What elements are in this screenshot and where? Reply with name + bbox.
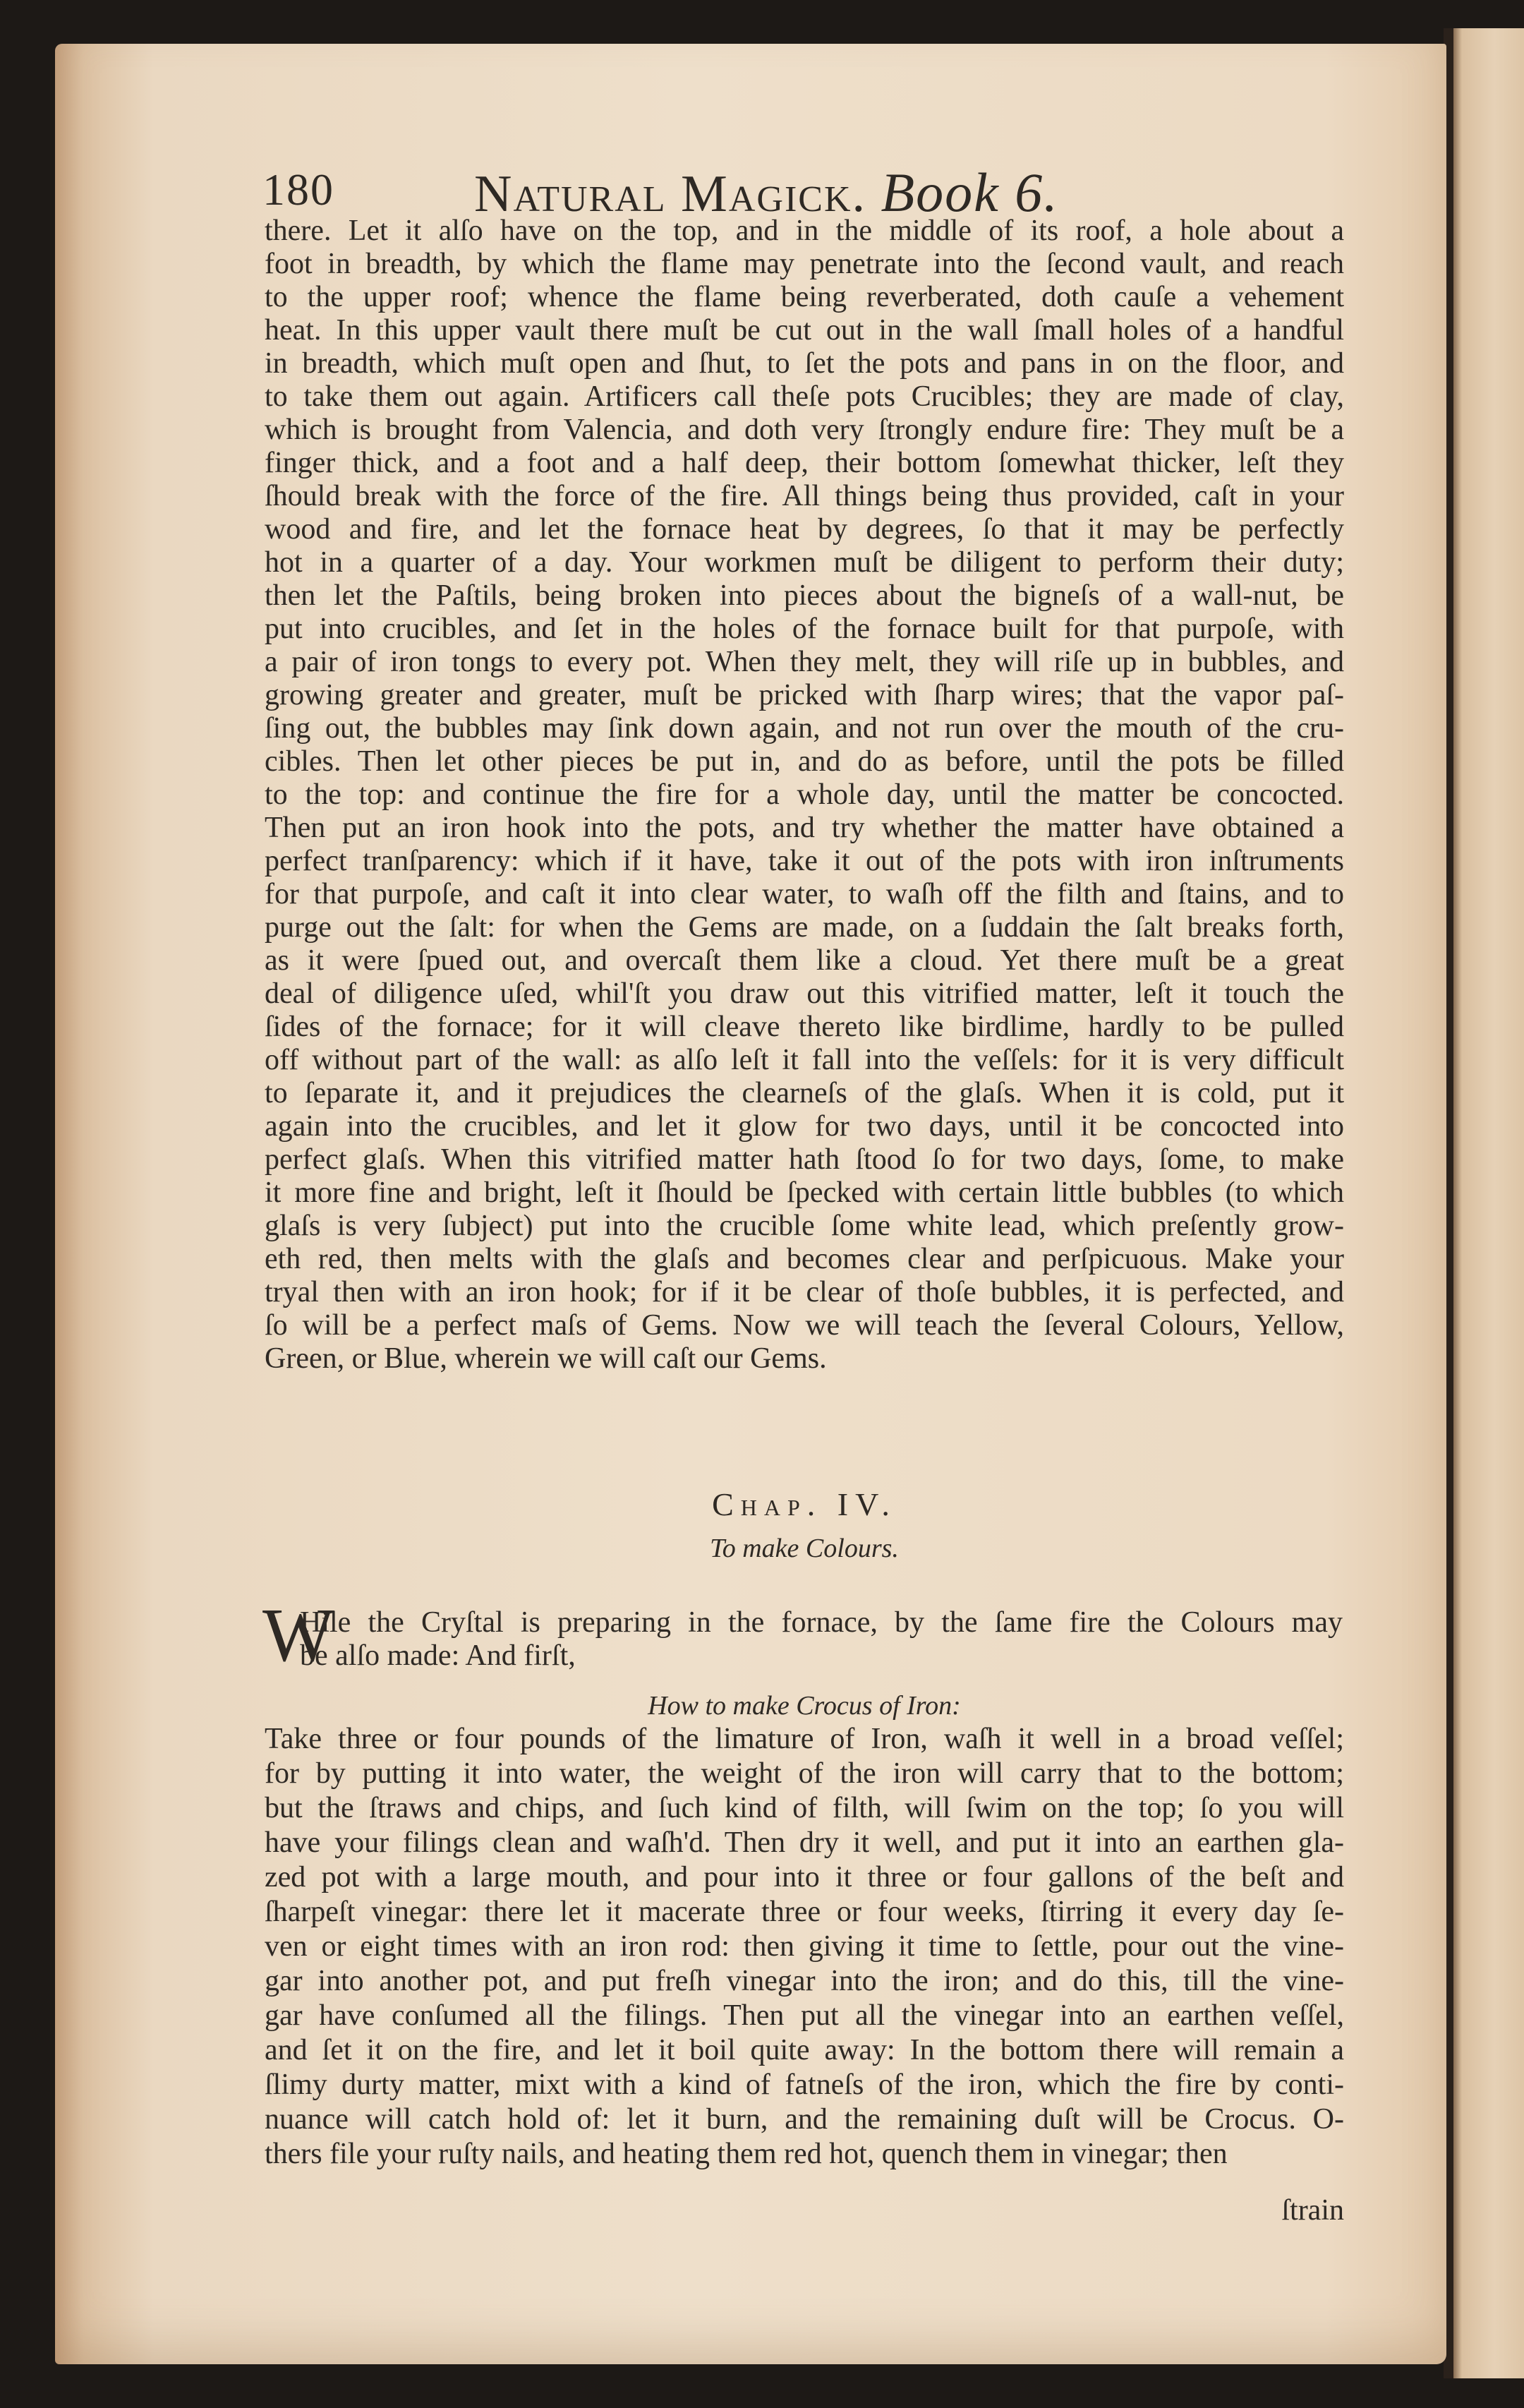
text-line: perfect glaſs. When this vitrified matter hath ſtood ſo for two days, ſome, to make	[265, 1143, 1344, 1176]
text-line: growing greater and greater, muſt be pricked with ſharp wires; that the vapor paſ-	[265, 679, 1344, 711]
text-line: heat. In this upper vault there muſt be cut out in the wall ſmall holes of a handful	[265, 314, 1344, 347]
text-line: tryal then with an iron hook; for if it be clear of thoſe bubbles, it is perfected, and	[265, 1276, 1344, 1308]
text-line: in breadth, which muſt open and ſhut, to ſet the pots and pans in on the floor, and	[265, 347, 1344, 380]
chapter-heading: Chap. IV.	[712, 1486, 897, 1522]
paragraph-3	[265, 1722, 1344, 2172]
text-line: be alſo made: And firſt,	[300, 1639, 576, 1672]
text-line: and ſet it on the fire, and let it boil quite away: In the bottom there will remain a	[265, 2034, 1344, 2066]
text-line: there. Let it alſo have on the top, and in the middle of its roof, a hole about a	[265, 215, 1344, 247]
text-line: ſhould break with the force of the fire. All things being thus provided, caſt in your	[265, 480, 1344, 512]
facing-page-edge	[1452, 28, 1524, 2378]
text-line: gar have conſumed all the filings. Then put all the vinegar into an earthen veſſel,	[265, 1999, 1344, 2032]
text-line: then let the Paſtils, being broken into pieces about the bigneſs of a wall-nut, be	[265, 579, 1344, 612]
drop-cap: W	[262, 1594, 334, 1678]
text-line: hot in a quarter of a day. Your workmen muſt be diligent to perform their duty;	[265, 546, 1344, 579]
text-line: foot in breadth, by which the flame may penetrate into the ſecond vault, and reach	[265, 248, 1344, 280]
text-line: gar into another pot, and put freſh vinegar into the iron; and do this, till the vine-	[265, 1965, 1344, 1997]
text-line: to ſeparate it, and it prejudices the clearneſs of the glaſs. When it is cold, put it	[265, 1077, 1344, 1109]
text-line: Take three or four pounds of the limature of Iron, waſh it well in a broad veſſel;	[265, 1723, 1344, 1755]
text-line: ſharpeſt vinegar: there let it macerate three or four weeks, ſtirring it every day ſe-	[265, 1896, 1344, 1928]
page-number: 180	[262, 164, 334, 215]
text-line: a pair of iron tongs to every pot. When they melt, they will riſe up in bubbles, and	[265, 646, 1344, 678]
text-line: purge out the ſalt: for when the Gems are made, on a ſuddain the ſalt breaks forth,	[265, 911, 1344, 944]
chapter-subtitle: To make Colours.	[710, 1534, 899, 1563]
catchword: ſtrain	[1281, 2194, 1344, 2227]
text-line: Hile the Cryſtal is preparing in the fornace, by the ſame fire the Colours may	[300, 1606, 1343, 1639]
text-line: nuance will catch hold of: let it burn, and the remaining duſt will be Crocus. O-	[265, 2103, 1344, 2136]
text-line: eth red, then melts with the glaſs and becomes clear and perſpicuous. Make your	[265, 1243, 1344, 1275]
section-heading: How to make Crocus of Iron:	[648, 1691, 961, 1721]
text-line: ſo will be a perfect maſs of Gems. Now we will teach the ſeveral Colours, Yellow,	[265, 1309, 1344, 1342]
text-line: to the top: and continue the fire for a whole day, until the matter be concocted.	[265, 778, 1344, 811]
paragraph-1	[265, 215, 1344, 1375]
text-line: perfect tranſparency: which if it have, take it out of the pots with iron inſtruments	[265, 845, 1344, 877]
book-title: Natural Magick.	[474, 165, 867, 223]
text-line: deal of diligence uſed, whil'ſt you draw out this vitrified matter, leſt it touch the	[265, 977, 1344, 1010]
text-line: ſides of the fornace; for it will cleave thereto like birdlime, hardly to be pulled	[265, 1011, 1344, 1043]
text-line: off without part of the wall: as alſo leſt it fall into the veſſels: for it is very difficult	[265, 1044, 1344, 1076]
text-line: for that purpoſe, and caſt it into clear water, to waſh off the filth and ſtains, and to	[265, 878, 1344, 910]
text-line: ſlimy durty matter, mixt with a kind of fatneſs of the iron, which the fire by conti-	[265, 2069, 1344, 2101]
text-line: but the ſtraws and chips, and ſuch kind of filth, will ſwim on the top; ſo you will	[265, 1792, 1344, 1824]
text-line: cibles. Then let other pieces be put in, and do as before, until the pots be filled	[265, 745, 1344, 778]
text-line: ven or eight times with an iron rod: then giving it time to ſettle, pour out the vine-	[265, 1930, 1344, 1963]
paragraph-2	[300, 1606, 1343, 1673]
text-line: glaſs is very ſubject) put into the crucible ſome white lead, which preſently grow-	[265, 1210, 1344, 1242]
text-line: ſing out, the bubbles may ſink down again, and not run over the mouth of the cru-	[265, 712, 1344, 745]
text-line: for by putting it into water, the weight of the iron will carry that to the bottom;	[265, 1757, 1344, 1790]
text-line: to take them out again. Artificers call theſe pots Crucibles; they are made of clay,	[265, 380, 1344, 413]
text-line: wood and fire, and let the fornace heat by degrees, ſo that it may be perfectly	[265, 513, 1344, 546]
text-line: thers file your ruſty nails, and heating them red hot, quench them in vinegar; then	[265, 2138, 1228, 2170]
text-line: Then put an iron hook into the pots, and try whether the matter have obtained a	[265, 812, 1344, 844]
text-line: put into crucibles, and ſet in the holes of the fornace built for that purpoſe, with	[265, 613, 1344, 645]
text-line: as it were ſpued out, and overcaſt them like a cloud. Yet there muſt be a great	[265, 944, 1344, 977]
text-line: it more fine and bright, leſt it ſhould be ſpecked with certain little bubbles (to which	[265, 1176, 1344, 1209]
text-line: finger thick, and a foot and a half deep, their bottom ſomewhat thicker, leſt they	[265, 447, 1344, 479]
text-line: have your filings clean and waſh'd. Then dry it well, and put it into an earthen gla-	[265, 1826, 1344, 1859]
text-line: zed pot with a large mouth, and pour into it three or four gallons of the beſt and	[265, 1861, 1344, 1894]
text-line: again into the crucibles, and let it glow for two days, until it be concocted into	[265, 1110, 1344, 1143]
text-line: to the upper roof; whence the flame being reverberated, doth cauſe a vehement	[265, 281, 1344, 313]
text-line: Green, or Blue, wherein we will caſt our Gems.	[265, 1342, 827, 1375]
book-number: Book 6.	[881, 162, 1059, 223]
text-line: which is brought from Valencia, and doth very ſtrongly endure fire: They muſt be a	[265, 414, 1344, 446]
